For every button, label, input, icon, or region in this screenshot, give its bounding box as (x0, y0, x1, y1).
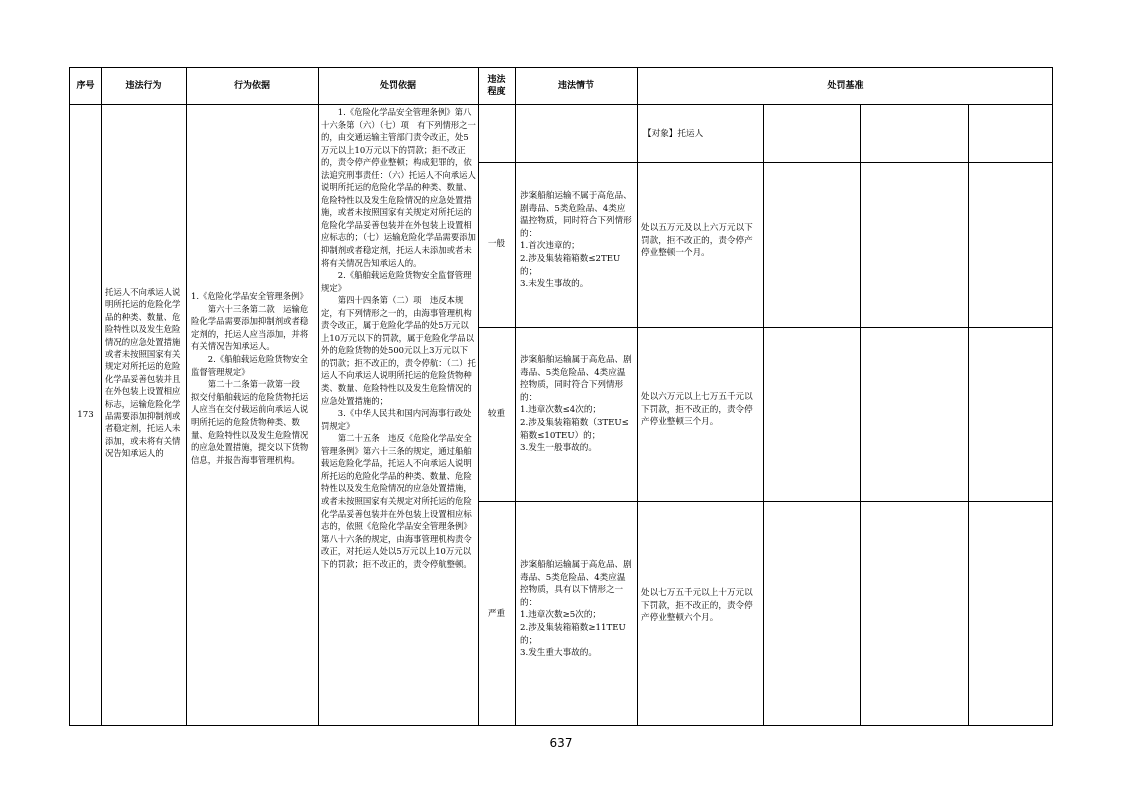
col-divider (860, 104, 861, 725)
col-divider (186, 68, 187, 725)
header-seq: 序号 (76, 81, 95, 91)
circumstance-serious: 涉案船舶运输属于高危品、剧毒品、5类危险品、4类应温控物质，同时符合下列情形的： 1.违章次数≤4次的； 2.涉及集装箱箱数（3TEU≤箱数≤10TEU）的； 3.发生一般事故的。 (520, 355, 632, 454)
degree-general: 一般 (487, 239, 506, 250)
row-divider (478, 501, 1052, 502)
col-divider (515, 68, 516, 725)
row-divider (478, 327, 1052, 328)
violation-text: 托运人不向承运人说明所托运的危险化学品的种类、数量、危险特性以及发生危险情况的应急处置措施或者未按照国家有关规定对所托运的危险化学品妥善包装并且在外包装上设置相应标志，运输危险化学品需要添加抑制剂或者稳定剂，托运人未添加，或未将有关情况告知承运人的 (105, 287, 181, 459)
row-seq: 173 (77, 410, 94, 421)
col-divider (318, 68, 319, 725)
penalty-basis-text: 1.《危险化学品安全管理条例》第八十六条第（六）（七）项 有下列情形之一的，由交通运输主管部门责令改正，处5万元以上10万元以下的罚款；拒不改正的，责令停产停业整顿；构成犯罪的，依法追究刑事责任：（六）托运人不向承运人说明所托运的危险化学品的种类、数量、危险特性以及发生危险情况的应急处置措施，或者未按照国家有关规定对所托运的危险化学品妥善包装并在外包装上设置相应标志的；（七）运输危险化学品需要添加抑制剂或者稳定剂，托运人未添加或者未将有关情况告知承运人的。 2.《船舶载运危险货物安全监督管理规定》 第四十四条第（二）项 违反本规定，有下列情形之一的，由海事管理机构责令改正，属于危险化学品的处5万元以上10万元以下的罚款，属于危险化学品以外的危险货物的处500元以上3万元以下的罚款；拒不改正的，责令停航：（二）托运人不向承运人说明所托运的危险货物种类、数量、危险特性以及发生危险情况的应急处置措施的； 3.《中华人民共和国内河海事行政处罚规定》 第二十五条 违反《危险化学品安全管理条例》第六十三条的规定，通过船舶载运危险化学品，托运人不向承运人说明所托运的危险化学品的种类、数量、危险特性以及发生危险情况的应急处置措施，或者未按照国家有关规定对所托运的危险化学品妥善包装并在外包装上设置相应标志的，依照《危险化学品安全管理条例》第八十六条的规定，由海事管理机构责令改正，对托运人处以5万元以上10万元以下的罚款；拒不改正的，责令停航整顿。 (321, 107, 476, 569)
circumstance-severe: 涉案船舶运输属于高危品、剧毒品、5类危险品、4类应温控物质，具有以下情形之一的： 1.违章次数≥5次的； 2.涉及集装箱箱数≥11TEU的； 3.发生重大事故的。 (520, 560, 632, 659)
behavior-basis-text: 1.《危险化学品安全管理条例》 第六十三条第二款 运输危险化学品需要添加抑制剂或者稳定剂的，托运人应当添加，并将有关情况告知承运人。 2.《船舶载运危险货物安全监督管理规定》 第二十二条第一款第一段 拟交付船舶载运的危险货物托运人应当在交付载运前向承运人说明所托运的危险货物种类、数量、危险特性以及发生危险情况的应急处置措施，提交以下货物信息，并报告海事管理机构。 (191, 291, 309, 465)
header-basis: 行为依据 (233, 81, 270, 91)
row-divider (70, 104, 1052, 105)
col-divider (763, 104, 764, 725)
header-violation: 违法行为 (125, 81, 162, 91)
degree-severe: 严重 (487, 608, 506, 619)
penalty-table (69, 67, 1053, 726)
circumstance-general: 涉案船舶运输不属于高危品、剧毒品、5类危险品、4类应温控物质，同时符合下列情形的： 1.首次违章的； 2.涉及集装箱箱数≤2TEU的； 3.未发生事故的。 (520, 191, 632, 290)
col-divider (637, 68, 638, 725)
standard-general: 处以五万元及以上六万元以下罚款，拒不改正的，责令停产停业整顿一个月。 (641, 223, 753, 259)
header-standard: 处罚基准 (827, 81, 864, 91)
header-penalty-basis: 处罚依据 (379, 81, 416, 91)
standard-severe: 处以七万五千元以上十万元以下罚款，拒不改正的，责令停产停业整顿六个月。 (641, 588, 753, 624)
standard-serious: 处以六万元以上七万五千元以下罚款，拒不改正的，责令停产停业整顿三个月。 (641, 392, 753, 428)
degree-serious: 较重 (487, 408, 506, 419)
col-divider (101, 68, 102, 725)
header-degree: 违法 程度 (487, 75, 506, 97)
page-number: 637 (549, 736, 573, 750)
object-label: 【对象】托运人 (643, 129, 704, 139)
row-divider (478, 162, 1052, 163)
header-circumstance: 违法情节 (557, 81, 594, 91)
col-divider (968, 104, 969, 725)
